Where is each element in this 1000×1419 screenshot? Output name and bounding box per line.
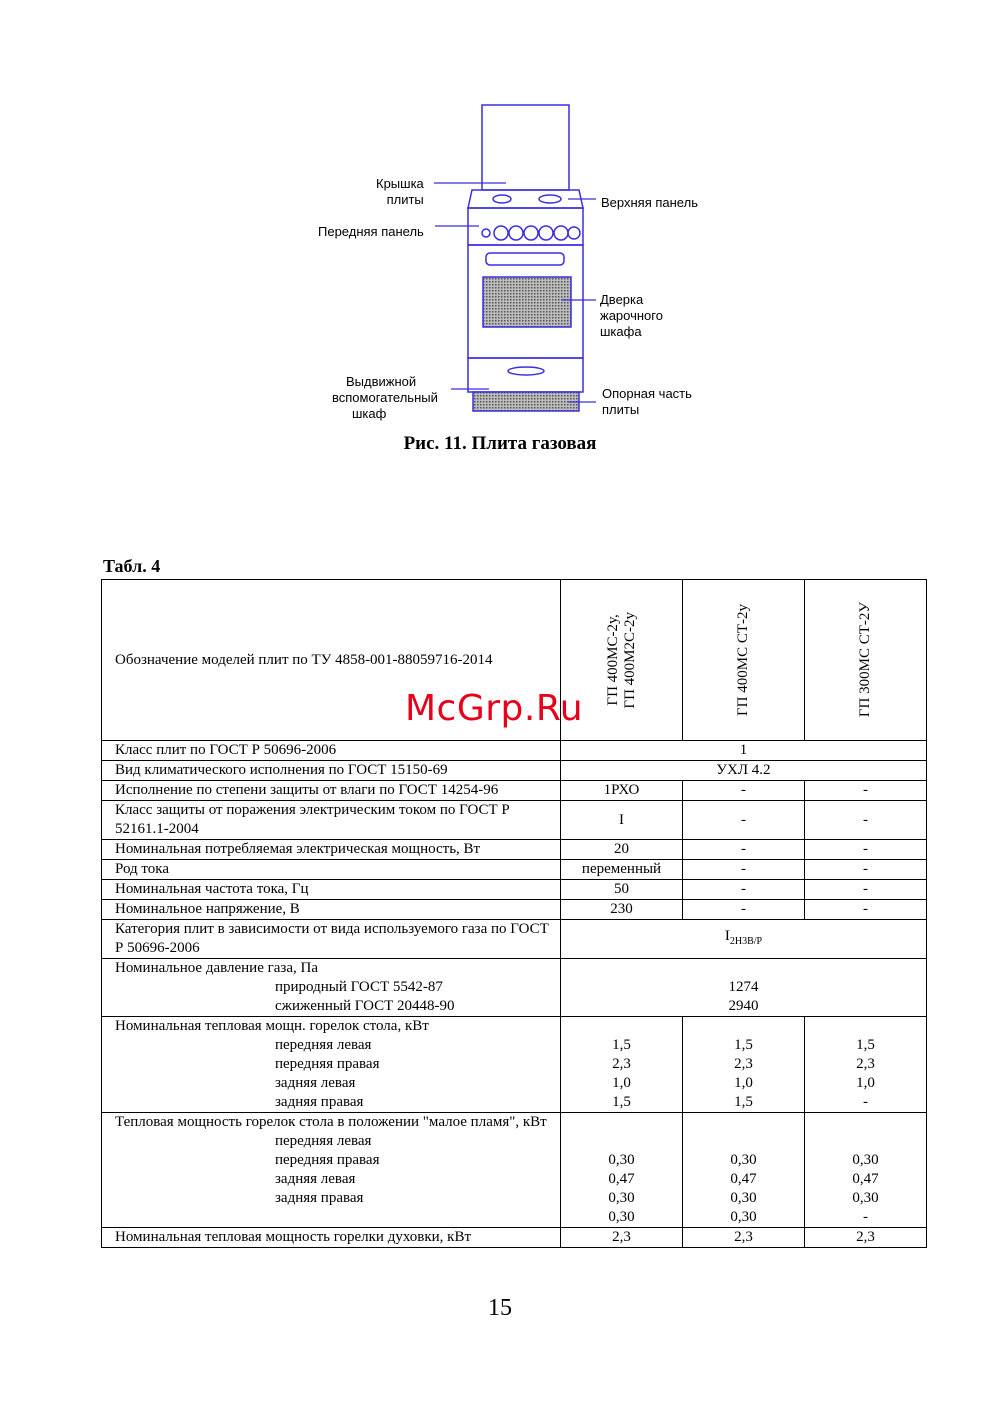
table-row <box>102 1017 927 1113</box>
burner-value: 2,3 <box>612 1056 631 1072</box>
lid-label-line-2: плиты <box>386 192 424 207</box>
row-label: Класс плит по ГОСТ Р 50696-2006 <box>102 741 561 761</box>
base-label-line-1: Опорная часть <box>602 386 692 401</box>
small-flame-value: 0,47 <box>852 1171 879 1187</box>
row-label: Вид климатического исполнения по ГОСТ 15150-69 <box>102 761 561 781</box>
table-row <box>102 1228 927 1248</box>
small-flame-value: - <box>863 1209 868 1225</box>
row-value: - <box>683 900 805 920</box>
burner-value: 2,3 <box>856 1056 875 1072</box>
page-number: 15 <box>488 1295 512 1321</box>
small-flame-value: 0,47 <box>730 1171 757 1187</box>
table-row <box>102 741 927 761</box>
burner-value: 1,5 <box>612 1094 631 1110</box>
row-value: - <box>805 840 927 860</box>
row-value: 2,3 <box>683 1228 805 1248</box>
front-panel-label: Передняя панель <box>318 224 424 239</box>
pressure-value: 1274 <box>728 979 759 995</box>
header-model-3-line-1: ГП 300МС СТ-2У <box>857 602 873 718</box>
row-value: переменный <box>561 860 683 880</box>
row-value <box>561 1113 683 1228</box>
table-row <box>102 860 927 880</box>
row-value: - <box>805 880 927 900</box>
row-value: 50 <box>561 880 683 900</box>
table-row <box>102 1113 927 1228</box>
table-row <box>102 920 927 959</box>
row-value <box>561 959 927 1017</box>
row-value: 1РХО <box>561 781 683 801</box>
drawer-label <box>332 374 438 422</box>
row-value: 230 <box>561 900 683 920</box>
header-label: Обозначение моделей плит по ТУ 4858-001-88059716-2014 <box>102 580 561 741</box>
small-flame-value: 0,30 <box>852 1190 879 1206</box>
drawer-label-line-3: шкаф <box>352 406 387 421</box>
pressure-value: 2940 <box>728 998 759 1014</box>
drawer-label-line-2: вспомогательный <box>332 390 438 405</box>
row-value <box>561 920 927 959</box>
table-title: Табл. 4 <box>103 556 161 576</box>
burner-label: задняя правая <box>275 1094 364 1110</box>
table-row <box>102 880 927 900</box>
row-value: I <box>561 801 683 840</box>
row-label: Номинальная тепловая мощность горелки духовки, кВт <box>102 1228 561 1248</box>
header-model-1-line-2: ГП 400М2С-2у <box>621 611 638 709</box>
small-flame-value: 0,30 <box>608 1190 635 1206</box>
row-value <box>683 1113 805 1228</box>
small-flame-item-label: передняя правая <box>275 1152 380 1168</box>
small-flame-value: 0,30 <box>608 1209 635 1225</box>
burner-value: 1,0 <box>734 1075 753 1091</box>
oven-door-label <box>600 292 663 340</box>
top-panel-label: Верхняя панель <box>601 195 698 210</box>
small-flame-value: 0,30 <box>730 1152 757 1168</box>
stove-diagram <box>300 95 720 425</box>
header-model-2-line-1: ГП 400МС СТ-2у <box>735 603 751 716</box>
small-flame-label: Тепловая мощность горелок стола в положении "малое пламя", кВт <box>115 1114 547 1130</box>
row-value: - <box>683 880 805 900</box>
oven-door-label-line-2: жарочного <box>600 308 663 323</box>
row-value: УХЛ 4.2 <box>561 761 927 781</box>
small-flame-value: 0,30 <box>608 1152 635 1168</box>
pressure-item-label: природный ГОСТ 5542-87 <box>275 979 443 995</box>
drawer-label-line-1: Выдвижной <box>346 374 417 389</box>
small-flame-item-label: задняя правая <box>275 1190 364 1206</box>
row-label: Род тока <box>102 860 561 880</box>
burner-label: задняя левая <box>275 1075 356 1091</box>
figure-caption: Рис. 11. Плита газовая <box>403 433 597 454</box>
table-row <box>102 900 927 920</box>
burners-label: Номинальная тепловая мощн. горелок стола, кВт <box>115 1018 429 1034</box>
burner-value: 1,5 <box>856 1037 875 1053</box>
row-value: - <box>683 840 805 860</box>
header-model-1-line-1: ГП 400МС-2у, <box>604 614 621 706</box>
oven-door-label-line-1: Дверка <box>600 292 644 307</box>
table-row <box>102 840 927 860</box>
category-sub: 2H3B/P <box>729 936 763 947</box>
small-flame-value: 0,47 <box>608 1171 635 1187</box>
row-value: 2,3 <box>561 1228 683 1248</box>
lid-label <box>376 176 424 208</box>
oven-door-label-line-3: шкафа <box>600 324 642 339</box>
burner-value: 1,5 <box>734 1037 753 1053</box>
burner-label: передняя правая <box>275 1056 380 1072</box>
row-value: - <box>683 781 805 801</box>
row-value: - <box>805 801 927 840</box>
header-model-3 <box>805 580 927 741</box>
row-value <box>805 1017 927 1113</box>
spec-table <box>101 579 927 1248</box>
burner-value: 1,5 <box>612 1037 631 1053</box>
burner-value: 1,5 <box>734 1094 753 1110</box>
row-value <box>683 1017 805 1113</box>
table-row <box>102 959 927 1017</box>
lid-label-line-1: Крышка <box>376 176 424 191</box>
burner-value: - <box>863 1094 868 1110</box>
row-value: 20 <box>561 840 683 860</box>
base-label <box>602 386 692 418</box>
category-main: I <box>724 928 730 944</box>
row-label: Номинальная потребляемая электрическая мощность, Вт <box>102 840 561 860</box>
burner-label: передняя левая <box>275 1037 372 1053</box>
table-row <box>102 801 927 840</box>
row-label <box>102 959 561 1017</box>
row-value: - <box>805 900 927 920</box>
pressure-label: Номинальное давление газа, Па <box>115 960 318 976</box>
row-label <box>102 1017 561 1113</box>
row-label: Номинальная частота тока, Гц <box>102 880 561 900</box>
row-value: - <box>683 860 805 880</box>
pressure-item-label: сжиженный ГОСТ 20448-90 <box>275 998 455 1014</box>
small-flame-value: 0,30 <box>730 1190 757 1206</box>
small-flame-value: 0,30 <box>852 1152 879 1168</box>
small-flame-value: 0,30 <box>730 1209 757 1225</box>
burner-value: 1,0 <box>612 1075 631 1091</box>
small-flame-item-label: передняя левая <box>275 1133 372 1149</box>
row-label: Номинальное напряжение, В <box>102 900 561 920</box>
row-label: Класс защиты от поражения электрическим током по ГОСТ Р 52161.1-2004 <box>102 801 561 840</box>
row-label: Исполнение по степени защиты от влаги по ГОСТ 14254-96 <box>102 781 561 801</box>
base-label-line-2: плиты <box>602 402 640 417</box>
table-row <box>102 781 927 801</box>
burner-value: 2,3 <box>734 1056 753 1072</box>
row-label <box>102 1113 561 1228</box>
row-value: - <box>805 860 927 880</box>
row-value: 2,3 <box>805 1228 927 1248</box>
row-value <box>805 1113 927 1228</box>
row-value: 1 <box>561 741 927 761</box>
watermark: McGrp.Ru <box>405 688 584 729</box>
small-flame-item-label: задняя левая <box>275 1171 356 1187</box>
row-label: Категория плит в зависимости от вида используемого газа по ГОСТ Р 50696-2006 <box>102 920 561 959</box>
row-value: - <box>683 801 805 840</box>
burner-value: 1,0 <box>856 1075 875 1091</box>
table-row <box>102 761 927 781</box>
header-model-2 <box>683 580 805 741</box>
row-value <box>561 1017 683 1113</box>
row-value: - <box>805 781 927 801</box>
